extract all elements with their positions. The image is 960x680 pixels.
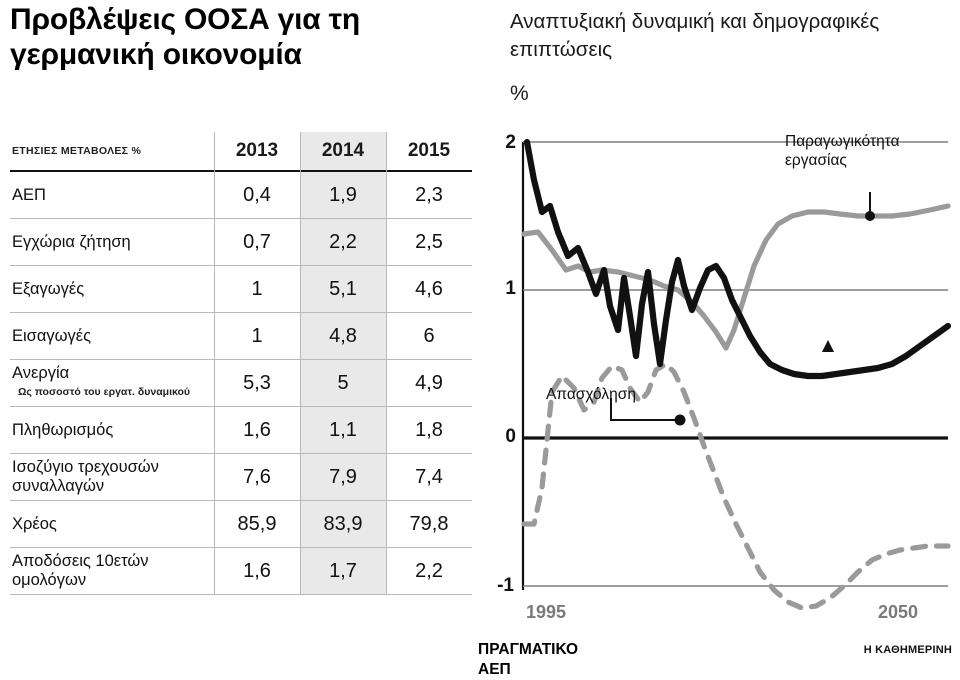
row-label: Εξαγωγές (10, 266, 214, 313)
cell-2013: 5,3 (214, 360, 300, 407)
table-header-row (10, 132, 472, 171)
column-header-2013: 2013 (214, 132, 300, 171)
productivity-marker-dot (865, 211, 875, 221)
cell-2014: 7,9 (300, 454, 386, 501)
cell-2013: 7,6 (214, 454, 300, 501)
table-corner-label: ΕΤΗΣΙΕΣ ΜΕΤΑΒΟΛΕΣ % (10, 132, 214, 171)
row-label: Χρέος (10, 501, 214, 548)
forecast-table (10, 132, 472, 595)
table-vertical-rule (300, 132, 301, 595)
row-sublabel: Ως ποσοστό του εργατ. δυναμικού (18, 385, 191, 398)
cell-2015: 79,8 (386, 501, 472, 548)
cell-2015: 4,6 (386, 266, 472, 313)
annotation-productivity: Παραγωγικότητα εργασίας (785, 133, 900, 170)
y-tick-1: 1 (505, 278, 516, 299)
publisher-credit: Η ΚΑΘΗΜΕΡΙΝΗ (863, 644, 952, 656)
row-label: Ανεργία (12, 364, 70, 383)
annotation-gdp: ΠΡΑΓΜΑΤΙΚΟ ΑΕΠ (478, 641, 579, 679)
chart-title: Αναπτυξιακή δυναμική και δημογραφικές επιπτώσεις (510, 10, 880, 61)
row-label: ΑΕΠ (10, 171, 214, 219)
y-tick-0: 0 (505, 426, 516, 447)
cell-2015: 6 (386, 313, 472, 360)
cell-2014: 83,9 (300, 501, 386, 548)
y-tick-2: 2 (505, 132, 516, 153)
cell-2015: 2,5 (386, 219, 472, 266)
table-row (10, 266, 472, 313)
cell-2014: 1,7 (300, 548, 386, 595)
cell-2013: 1,6 (214, 548, 300, 595)
cell-2013: 0,4 (214, 171, 300, 219)
cell-2014: 1,1 (300, 407, 386, 454)
x-tick-2050: 2050 (878, 602, 919, 622)
table-row (10, 407, 472, 454)
column-header-2015: 2015 (386, 132, 472, 171)
cell-2013: 1 (214, 313, 300, 360)
cell-2013: 0,7 (214, 219, 300, 266)
y-tick-neg1: -1 (497, 575, 514, 596)
employment-marker-dot (675, 415, 686, 426)
cell-2015: 2,2 (386, 548, 472, 595)
table-row (10, 501, 472, 548)
cell-2013: 85,9 (214, 501, 300, 548)
right-panel (478, 0, 960, 679)
table-row (10, 313, 472, 360)
table-vertical-rule (214, 132, 215, 595)
page-title: Προβλέψεις ΟΟΣΑ για τη γερμανική οικονομία (10, 3, 360, 72)
annotation-employment: Απασχόληση (546, 386, 636, 403)
row-label: Ισοζύγιο τρεχουσών συναλλαγών (10, 454, 214, 501)
cell-2015: 1,8 (386, 407, 472, 454)
cell-2013: 1 (214, 266, 300, 313)
cell-2015: 2,3 (386, 171, 472, 219)
cell-2014: 5 (300, 360, 386, 407)
cell-2015: 7,4 (386, 454, 472, 501)
series-gdp-line (527, 142, 948, 376)
cell-2013: 1,6 (214, 407, 300, 454)
table-row (10, 171, 472, 219)
row-label-unemployment (10, 360, 214, 407)
column-header-2014: 2014 (300, 132, 386, 171)
cell-2015: 4,9 (386, 360, 472, 407)
table-row (10, 360, 472, 407)
table-row (10, 548, 472, 595)
gdp-arrow-marker (822, 340, 834, 352)
forecast-table-wrapper (10, 132, 472, 595)
row-label: Αποδόσεις 10ετών ομολόγων (10, 548, 214, 595)
row-label: Πληθωρισμός (10, 407, 214, 454)
table-row (10, 454, 472, 501)
cell-2014: 2,2 (300, 219, 386, 266)
row-label: Εισαγωγές (10, 313, 214, 360)
cell-2014: 5,1 (300, 266, 386, 313)
left-panel (0, 0, 478, 660)
chart-svg (478, 120, 960, 640)
table-vertical-rule (386, 132, 387, 595)
row-label: Εγχώρια ζήτηση (10, 219, 214, 266)
chart-unit-label: % (510, 82, 529, 105)
table-row (10, 219, 472, 266)
cell-2014: 1,9 (300, 171, 386, 219)
x-tick-1995: 1995 (526, 602, 567, 622)
cell-2014: 4,8 (300, 313, 386, 360)
